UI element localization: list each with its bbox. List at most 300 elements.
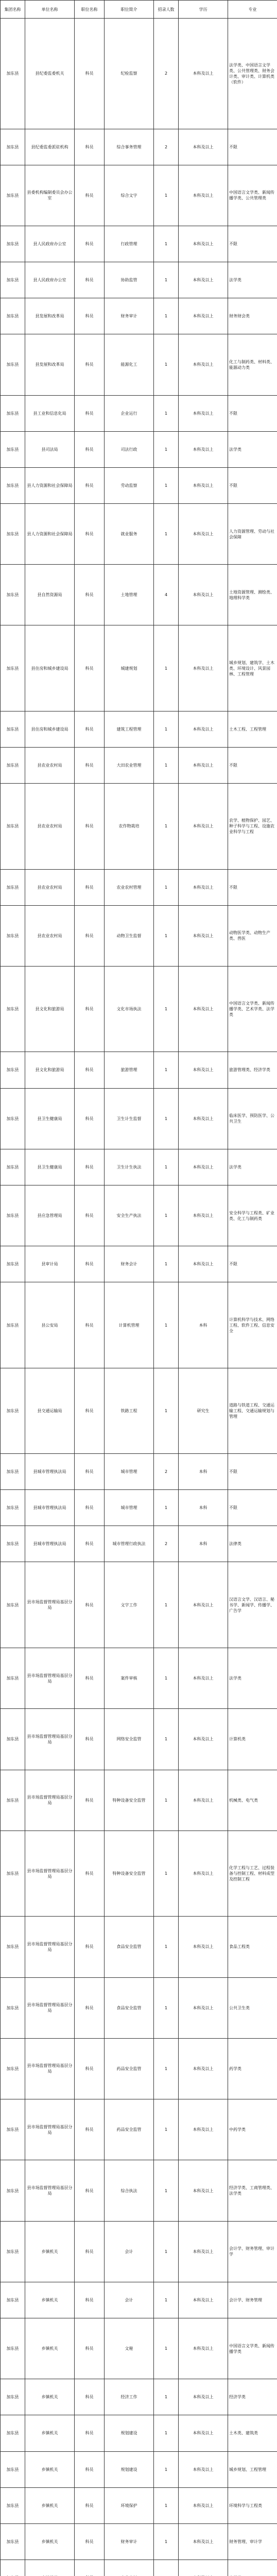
headcount-cell: 1 [154, 711, 179, 747]
education-cell: 本科及以上 [179, 467, 228, 503]
headcount-cell: 1 [154, 1246, 179, 1282]
unit-name-cell [25, 2560, 75, 2576]
table-row [1, 1770, 277, 1831]
unit-name-cell: 县市场监督管理局基层分局 [25, 2160, 75, 2221]
major-cell: 人力资源管理、劳动与社会保障 [228, 503, 277, 564]
major-cell: 不限 [228, 226, 277, 262]
major-cell: 计算机类 [228, 1709, 277, 1770]
education-cell: 本科及以上 [179, 2099, 228, 2160]
position-name-cell: 科员 [75, 1368, 105, 1453]
region-cell: 加东县 [1, 2415, 25, 2451]
position-desc-cell: 财务审计 [105, 2523, 154, 2560]
education-cell: 本科及以上 [179, 625, 228, 711]
headcount-cell: 1 [154, 869, 179, 905]
region-cell: 加东县 [1, 431, 25, 467]
headcount-cell: 1 [154, 1052, 179, 1088]
unit-name-cell: 县应急管理局 [25, 1185, 75, 1246]
major-cell: 法学类 [228, 1149, 277, 1185]
unit-name-cell: 乡镇机关 [25, 2318, 75, 2379]
region-cell: 加东县 [1, 1282, 25, 1368]
headcount-cell: 1 [154, 2221, 179, 2282]
position-name-cell: 科员 [75, 467, 105, 503]
position-desc-cell: 城市管理行政执法 [105, 1526, 154, 1562]
headcount-cell: 1 [154, 966, 179, 1052]
position-name-cell: 科员 [75, 1282, 105, 1368]
position-name-cell: 科员 [75, 1526, 105, 1562]
position-name-cell: 科员 [75, 2451, 105, 2487]
header-position-name: 职位名称 [75, 1, 105, 19]
headcount-cell: 1 [154, 334, 179, 395]
major-cell: 不限 [228, 1246, 277, 1282]
major-cell: 不限 [228, 395, 277, 431]
headcount-cell: 1 [154, 1977, 179, 2038]
headcount-cell: 1 [154, 1562, 179, 1648]
region-cell: 加东县 [1, 565, 25, 625]
position-name-cell: 科员 [75, 1490, 105, 1526]
table-row [1, 2038, 277, 2099]
table-row [1, 565, 277, 625]
position-desc-cell: 协助监管 [105, 262, 154, 298]
region-cell: 加东县 [1, 2038, 25, 2099]
region-cell: 加东县 [1, 1770, 25, 1831]
position-name-cell: 科员 [75, 784, 105, 869]
unit-name-cell: 县农业农村局 [25, 748, 75, 784]
region-cell: 加东县 [1, 1185, 25, 1246]
unit-name-cell: 县人民政府办公室 [25, 226, 75, 262]
education-cell: 本科及以上 [179, 1770, 228, 1831]
table-row [1, 165, 277, 226]
position-desc-cell: 特种设备安全监管 [105, 1770, 154, 1831]
headcount-cell: 1 [154, 395, 179, 431]
position-desc-cell: 综合执法 [105, 2160, 154, 2221]
unit-name-cell: 县自然资源局 [25, 565, 75, 625]
region-cell: 加东县 [1, 1088, 25, 1149]
major-cell: 会计学、财务管理、审计学 [228, 2221, 277, 2282]
position-desc-cell: 城市管理 [105, 1490, 154, 1526]
education-cell: 本科及以上 [179, 2487, 228, 2523]
unit-name-cell: 县市场监督管理局基层分局 [25, 2038, 75, 2099]
headcount-cell: 1 [154, 467, 179, 503]
unit-name-cell: 县农业农村局 [25, 784, 75, 869]
table-row [1, 1490, 277, 1526]
headcount-cell: 1 [154, 1490, 179, 1526]
education-cell: 本科及以上 [179, 298, 228, 334]
region-cell: 加东县 [1, 334, 25, 395]
unit-name-cell: 县农业农村局 [25, 869, 75, 905]
major-cell: 城乡规划、建筑学、土木类、环境设计、风景园林、工程管理 [228, 625, 277, 711]
unit-name-cell: 县纪委监委机关 [25, 19, 75, 129]
position-desc-cell: 计算机管理 [105, 1282, 154, 1368]
position-name-cell: 科员 [75, 1454, 105, 1490]
headcount-cell: 1 [154, 262, 179, 298]
major-cell: 公共卫生类 [228, 1977, 277, 2038]
header-position-desc: 职位简介 [105, 1, 154, 19]
position-name-cell: 科员 [75, 129, 105, 165]
unit-name-cell: 县人力资源和社会保障局 [25, 467, 75, 503]
position-desc-cell: 农作物栽培 [105, 784, 154, 869]
region-cell: 加东县 [1, 905, 25, 966]
headcount-cell: 1 [154, 1770, 179, 1831]
headcount-cell: 1 [154, 1149, 179, 1185]
education-cell: 本科及以上 [179, 2318, 228, 2379]
table-row [1, 2099, 277, 2160]
position-name-cell: 科员 [75, 1831, 105, 1916]
unit-name-cell: 县市场监督管理局基层分局 [25, 1648, 75, 1708]
headcount-cell: 1 [154, 748, 179, 784]
headcount-cell: 1 [154, 1368, 179, 1453]
position-desc-cell [105, 2560, 154, 2576]
unit-name-cell: 县住房和城乡建设局 [25, 711, 75, 747]
headcount-cell: 1 [154, 1709, 179, 1770]
position-desc-cell: 特种设备安全监管 [105, 1831, 154, 1916]
position-name-cell: 科员 [75, 2038, 105, 2099]
education-cell: 本科及以上 [179, 2038, 228, 2099]
position-name-cell: 科员 [75, 334, 105, 395]
position-desc-cell: 能源化工 [105, 334, 154, 395]
unit-name-cell: 县卫生健康局 [25, 1149, 75, 1185]
major-cell: 不限 [228, 869, 277, 905]
major-cell: 食品工程类 [228, 1917, 277, 1977]
unit-name-cell: 县市场监督管理局基层分局 [25, 1831, 75, 1916]
header-unit-name: 单位名称 [25, 1, 75, 19]
education-cell: 本科及以上 [179, 19, 228, 129]
region-cell: 加东县 [1, 966, 25, 1052]
position-name-cell: 科员 [75, 2282, 105, 2318]
position-desc-cell: 企业运行 [105, 395, 154, 431]
major-cell: 城乡规划、工程管理 [228, 2451, 277, 2487]
unit-name-cell: 县市场监督管理局基层分局 [25, 2099, 75, 2160]
region-cell: 加东县 [1, 748, 25, 784]
unit-name-cell: 县工业和信息化局 [25, 395, 75, 431]
table-row [1, 1526, 277, 1562]
table-row [1, 1368, 277, 1453]
table-row [1, 262, 277, 298]
education-cell: 本科及以上 [179, 226, 228, 262]
unit-name-cell: 县城市管理执法局 [25, 1490, 75, 1526]
position-desc-cell: 铁路工程 [105, 1368, 154, 1453]
unit-name-cell: 县纪委监委派驻机构 [25, 129, 75, 165]
table-row [1, 1149, 277, 1185]
table-row [1, 711, 277, 747]
major-cell: 安全科学与工程类、矿业类、化工与制药类 [228, 1185, 277, 1246]
table-row [1, 395, 277, 431]
major-cell: 环境科学与工程类 [228, 2487, 277, 2523]
unit-name-cell: 县市场监督管理局基层分局 [25, 1977, 75, 2038]
table-row [1, 2415, 277, 2451]
headcount-cell: 1 [154, 1648, 179, 1708]
position-name-cell: 科员 [75, 1648, 105, 1708]
table-row [1, 748, 277, 784]
education-cell: 本科及以上 [179, 262, 228, 298]
unit-name-cell: 县农业农村局 [25, 905, 75, 966]
unit-name-cell: 县发展和改革局 [25, 298, 75, 334]
region-cell: 加东县 [1, 2221, 25, 2282]
major-cell: 法学类 [228, 262, 277, 298]
position-desc-cell: 环境保护 [105, 2487, 154, 2523]
major-cell: 经济学类 [228, 2379, 277, 2415]
major-cell: 不限 [228, 129, 277, 165]
education-cell: 研究生 [179, 1368, 228, 1453]
position-desc-cell: 规划建设 [105, 2415, 154, 2451]
table-row [1, 1282, 277, 1368]
unit-name-cell: 县市场监督管理局基层分局 [25, 1770, 75, 1831]
unit-name-cell: 县文化和旅游局 [25, 1052, 75, 1088]
position-desc-cell: 农业农村管理 [105, 869, 154, 905]
education-cell: 本科及以上 [179, 395, 228, 431]
major-cell: 中国语言文学类、新闻传播学类、公共管理类 [228, 165, 277, 226]
region-cell: 加东县 [1, 2318, 25, 2379]
education-cell: 本科及以上 [179, 431, 228, 467]
table-row [1, 2451, 277, 2487]
position-name-cell: 科员 [75, 431, 105, 467]
position-name-cell: 科员 [75, 565, 105, 625]
table-row [1, 226, 277, 262]
position-name-cell: 科员 [75, 1770, 105, 1831]
position-name-cell: 科员 [75, 711, 105, 747]
unit-name-cell: 县卫生健康局 [25, 1088, 75, 1149]
major-cell: 不限 [228, 1490, 277, 1526]
unit-name-cell: 乡镇机关 [25, 2379, 75, 2415]
position-name-cell: 科员 [75, 2160, 105, 2221]
education-cell: 本科及以上 [179, 1648, 228, 1708]
headcount-cell: 1 [154, 2379, 179, 2415]
table-row [1, 625, 277, 711]
table-row [1, 1648, 277, 1708]
major-cell: 不限 [228, 467, 277, 503]
position-desc-cell: 就业服务 [105, 503, 154, 564]
position-name-cell: 科员 [75, 869, 105, 905]
region-cell: 加东县 [1, 1562, 25, 1648]
position-desc-cell: 卫生计生执法 [105, 1149, 154, 1185]
education-cell: 本科及以上 [179, 1977, 228, 2038]
education-cell: 本科及以上 [179, 2415, 228, 2451]
major-cell: 土木工程、工程管理 [228, 711, 277, 747]
education-cell: 本科及以上 [179, 1052, 228, 1088]
education-cell: 本科及以上 [179, 784, 228, 869]
region-cell: 加东县 [1, 2451, 25, 2487]
headcount-cell: 1 [154, 2160, 179, 2221]
unit-name-cell: 县城市管理执法局 [25, 1526, 75, 1562]
region-cell: 加东县 [1, 395, 25, 431]
major-cell: 不限 [228, 1454, 277, 1490]
position-name-cell: 科员 [75, 748, 105, 784]
position-name-cell: 科员 [75, 1977, 105, 2038]
unit-name-cell: 乡镇机关 [25, 2451, 75, 2487]
region-cell: 加东县 [1, 711, 25, 747]
position-name-cell: 科员 [75, 262, 105, 298]
position-name-cell: 科员 [75, 1246, 105, 1282]
unit-name-cell: 乡镇机关 [25, 2523, 75, 2560]
headcount-cell: 1 [154, 298, 179, 334]
region-cell: 加东县 [1, 1149, 25, 1185]
position-desc-cell: 动物卫生监督 [105, 905, 154, 966]
headcount-cell: 2 [154, 1454, 179, 1490]
major-cell: 化学工程与工艺、过程装备与控制工程、材料成型及控制工程 [228, 1831, 277, 1916]
position-desc-cell: 卫生计生监督 [105, 1088, 154, 1149]
table-row [1, 966, 277, 1052]
region-cell: 加东县 [1, 784, 25, 869]
major-cell: 汉语言文学、汉语言、秘书学、新闻学、传播学、广告学 [228, 1562, 277, 1648]
unit-name-cell: 县市场监督管理局基层分局 [25, 1709, 75, 1770]
table-row [1, 1052, 277, 1088]
table-row [1, 1709, 277, 1770]
headcount-cell: 1 [154, 1185, 179, 1246]
unit-name-cell: 乡镇机关 [25, 2221, 75, 2282]
position-name-cell: 科员 [75, 2099, 105, 2160]
education-cell: 本科及以上 [179, 905, 228, 966]
table-row [1, 298, 277, 334]
position-desc-cell: 城建规划 [105, 625, 154, 711]
position-desc-cell: 药品安全监管 [105, 2099, 154, 2160]
position-name-cell: 科员 [75, 1562, 105, 1648]
position-desc-cell: 案件审核 [105, 1648, 154, 1708]
major-cell: 财务管理、审计学 [228, 2523, 277, 2560]
position-desc-cell: 文化市场执法 [105, 966, 154, 1052]
major-cell: 中药学类 [228, 2099, 277, 2160]
major-cell: 中国语言文学类、新闻传播学类、艺术学类、法学类 [228, 966, 277, 1052]
position-desc-cell: 综合事务管理 [105, 129, 154, 165]
unit-name-cell: 县市场监督管理局基层分局 [25, 1917, 75, 1977]
headcount-cell: 1 [154, 2282, 179, 2318]
headcount-cell: 1 [154, 625, 179, 711]
position-desc-cell: 安全生产执法 [105, 1185, 154, 1246]
position-desc-cell: 综合文字 [105, 165, 154, 226]
education-cell: 本科及以上 [179, 711, 228, 747]
position-desc-cell: 药品安全监管 [105, 2038, 154, 2099]
unit-name-cell: 县住房和城乡建设局 [25, 625, 75, 711]
region-cell: 加东县 [1, 625, 25, 711]
region-cell: 加东县 [1, 262, 25, 298]
education-cell: 本科及以上 [179, 565, 228, 625]
education-cell: 本科及以上 [179, 1149, 228, 1185]
table-row [1, 784, 277, 869]
position-name-cell: 科员 [75, 966, 105, 1052]
table-row [1, 2379, 277, 2415]
position-desc-cell: 文字工作 [105, 1562, 154, 1648]
position-desc-cell: 土地管理 [105, 565, 154, 625]
major-cell: 法学类 [228, 431, 277, 467]
position-name-cell [75, 2560, 105, 2576]
position-desc-cell: 经济工作 [105, 2379, 154, 2415]
position-name-cell: 科员 [75, 165, 105, 226]
header-major: 专业 [228, 1, 277, 19]
region-cell: 加东县 [1, 503, 25, 564]
education-cell: 本科 [179, 1490, 228, 1526]
major-cell: 计算机科学与技术、网络工程、软件工程、信息安全 [228, 1282, 277, 1368]
table-body [1, 19, 277, 2576]
position-name-cell: 科员 [75, 625, 105, 711]
table-header [1, 1, 277, 19]
headcount-cell: 1 [154, 1282, 179, 1368]
table-row [1, 1562, 277, 1648]
headcount-cell: 1 [154, 784, 179, 869]
position-desc-cell: 会计 [105, 2221, 154, 2282]
major-cell: 农学、植物保护、园艺、种子科学与工程、设施农业科学与工程 [228, 784, 277, 869]
region-cell: 加东县 [1, 1709, 25, 1770]
headcount-cell: 4 [154, 565, 179, 625]
position-name-cell: 科员 [75, 2379, 105, 2415]
position-desc-cell: 纪检监察 [105, 19, 154, 129]
table-row [1, 19, 277, 129]
major-cell: 道路与铁道工程、交通运输工程、交通运输规划与管理 [228, 1368, 277, 1453]
position-desc-cell: 司法行政 [105, 431, 154, 467]
unit-name-cell: 县委机构编制委员会办公室 [25, 165, 75, 226]
table-row [1, 431, 277, 467]
education-cell: 本科及以上 [179, 1185, 228, 1246]
education-cell: 本科及以上 [179, 334, 228, 395]
position-desc-cell: 食品安全监管 [105, 1917, 154, 1977]
position-name-cell: 科员 [75, 1917, 105, 1977]
major-cell: 土地资源管理、测绘类、地理科学类 [228, 565, 277, 625]
education-cell: 本科及以上 [179, 2221, 228, 2282]
unit-name-cell: 县司法局 [25, 431, 75, 467]
table-row [1, 503, 277, 564]
region-cell: 加东县 [1, 298, 25, 334]
header-region: 集团名称 [1, 1, 25, 19]
education-cell: 本科及以上 [179, 1246, 228, 1282]
position-desc-cell: 城市管理 [105, 1454, 154, 1490]
position-desc-cell: 财务会计 [105, 1246, 154, 1282]
position-name-cell: 科员 [75, 1088, 105, 1149]
region-cell: 加东县 [1, 2379, 25, 2415]
region-cell: 加东县 [1, 2487, 25, 2523]
region-cell: 加东县 [1, 1831, 25, 1916]
headcount-cell: 2 [154, 1526, 179, 1562]
education-cell: 本科及以上 [179, 2523, 228, 2560]
header-row [1, 1, 277, 19]
unit-name-cell: 乡镇机关 [25, 2282, 75, 2318]
table-row [1, 2560, 277, 2576]
region-cell: 加东县 [1, 2282, 25, 2318]
position-name-cell: 科员 [75, 1149, 105, 1185]
table-row [1, 1185, 277, 1246]
table-row [1, 2487, 277, 2523]
major-cell: 旅游管理类、经济学类 [228, 1052, 277, 1088]
table-row [1, 2282, 277, 2318]
header-headcount: 招录人数 [154, 1, 179, 19]
region-cell: 加东县 [1, 2160, 25, 2221]
unit-name-cell: 县城市管理执法局 [25, 1454, 75, 1490]
headcount-cell: 1 [154, 2318, 179, 2379]
major-cell: 经济学类、工商管理类、法学类 [228, 2160, 277, 2221]
region-cell: 加东县 [1, 2099, 25, 2160]
position-name-cell: 科员 [75, 905, 105, 966]
region-cell: 加东县 [1, 869, 25, 905]
table-row [1, 129, 277, 165]
position-name-cell: 科员 [75, 2221, 105, 2282]
education-cell: 本科及以上 [179, 2160, 228, 2221]
unit-name-cell: 县人民政府办公室 [25, 262, 75, 298]
major-cell: 药学类 [228, 2038, 277, 2099]
table-row [1, 1977, 277, 2038]
table-row [1, 1246, 277, 1282]
education-cell: 本科及以上 [179, 2379, 228, 2415]
education-cell: 本科 [179, 1454, 228, 1490]
major-cell: 中国语言文学类、新闻传播学类 [228, 2318, 277, 2379]
education-cell: 本科及以上 [179, 748, 228, 784]
headcount-cell: 2 [154, 19, 179, 129]
headcount-cell: 1 [154, 226, 179, 262]
education-cell: 本科及以上 [179, 869, 228, 905]
region-cell: 加东县 [1, 2523, 25, 2560]
headcount-cell: 1 [154, 2415, 179, 2451]
major-cell: 财务财会类 [228, 298, 277, 334]
unit-name-cell: 县人力资源和社会保障局 [25, 503, 75, 564]
education-cell: 本科及以上 [179, 1917, 228, 1977]
unit-name-cell: 县交通运输局 [25, 1368, 75, 1453]
unit-name-cell: 乡镇机关 [25, 2415, 75, 2451]
region-cell: 加东县 [1, 1368, 25, 1453]
